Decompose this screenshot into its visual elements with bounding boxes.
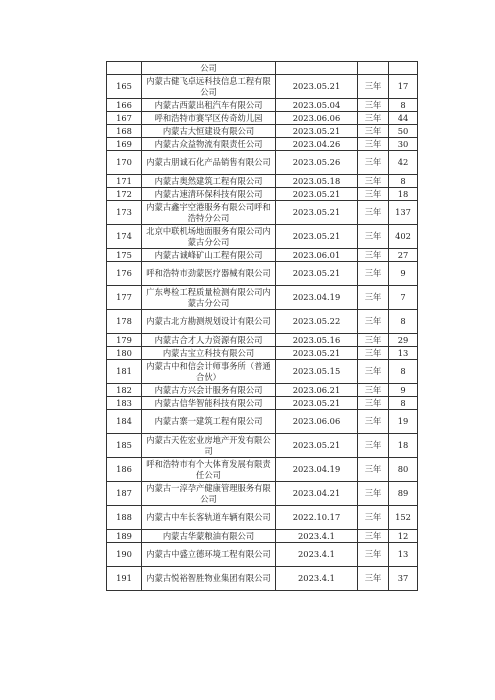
no-cell: 179: [107, 334, 142, 347]
count-cell: 7: [389, 286, 418, 310]
term-cell: 三年: [358, 175, 389, 188]
term-cell: 三年: [358, 99, 389, 112]
date-cell: [276, 62, 358, 75]
name-cell: 内蒙古华蒙粮油有限公司: [142, 530, 276, 543]
table-row: [107, 543, 418, 567]
date-cell: 2023.05.22: [276, 310, 358, 334]
name-cell: 呼和浩特市有个大体育发展有限责任公司: [142, 458, 276, 482]
date-cell: 2023.4.1: [276, 530, 358, 543]
table-row: [107, 506, 418, 530]
date-cell: 2023.04.19: [276, 458, 358, 482]
name-cell: 内蒙古奥然建筑工程有限公司: [142, 175, 276, 188]
term-cell: 三年: [358, 384, 389, 397]
date-cell: 2022.10.17: [276, 506, 358, 530]
table-row: [107, 530, 418, 543]
no-cell: 177: [107, 286, 142, 310]
term-cell: 三年: [358, 188, 389, 201]
term-cell: 三年: [358, 225, 389, 249]
term-cell: 三年: [358, 286, 389, 310]
date-cell: 2023.05.21: [276, 188, 358, 201]
term-cell: 三年: [358, 125, 389, 138]
table-row: [107, 397, 418, 410]
count-cell: 89: [389, 482, 418, 506]
name-cell: 内蒙古一淳孕产健康管理服务有限公司: [142, 482, 276, 506]
no-cell: 170: [107, 151, 142, 175]
date-cell: 2023.05.18: [276, 175, 358, 188]
no-cell: 190: [107, 543, 142, 567]
company-list-table: [106, 61, 418, 591]
no-cell: 183: [107, 397, 142, 410]
name-cell: 内蒙古朋诚石化产品销售有限公司: [142, 151, 276, 175]
date-cell: 2023.05.21: [276, 262, 358, 286]
company-list-body: [107, 62, 418, 591]
name-cell: 内蒙古北方勘测规划设计有限公司: [142, 310, 276, 334]
term-cell: 三年: [358, 434, 389, 458]
date-cell: 2023.05.21: [276, 125, 358, 138]
table-row: [107, 347, 418, 360]
name-cell: 内蒙古健飞卓远科技信息工程有限公司: [142, 75, 276, 99]
table-row: [107, 286, 418, 310]
name-cell: 内蒙古西蒙出租汽车有限公司: [142, 99, 276, 112]
count-cell: 8: [389, 175, 418, 188]
term-cell: 三年: [358, 151, 389, 175]
date-cell: 2023.4.1: [276, 543, 358, 567]
term-cell: 三年: [358, 482, 389, 506]
no-cell: 191: [107, 567, 142, 591]
date-cell: 2023.04.26: [276, 138, 358, 151]
name-cell: 内蒙古众益物流有限责任公司: [142, 138, 276, 151]
name-cell: 广东粤检工程质量检测有限公司内蒙古分公司: [142, 286, 276, 310]
name-cell: 内蒙古合才人力资源有限公司: [142, 334, 276, 347]
name-cell: 内蒙古诚峰矿山工程有限公司: [142, 249, 276, 262]
count-cell: 19: [389, 410, 418, 434]
name-cell: 内蒙古寨一建筑工程有限公司: [142, 410, 276, 434]
count-cell: 30: [389, 138, 418, 151]
count-cell: 29: [389, 334, 418, 347]
no-cell: 169: [107, 138, 142, 151]
no-cell: 167: [107, 112, 142, 125]
no-cell: 182: [107, 384, 142, 397]
term-cell: 三年: [358, 410, 389, 434]
term-cell: 三年: [358, 360, 389, 384]
count-cell: 8: [389, 397, 418, 410]
no-cell: 180: [107, 347, 142, 360]
no-cell: 187: [107, 482, 142, 506]
date-cell: 2023.06.21: [276, 384, 358, 397]
term-cell: 三年: [358, 397, 389, 410]
name-cell: 内蒙古信华智能科技有限公司: [142, 397, 276, 410]
date-cell: 2023.06.01: [276, 249, 358, 262]
term-cell: 三年: [358, 201, 389, 225]
no-cell: 188: [107, 506, 142, 530]
no-cell: 181: [107, 360, 142, 384]
term-cell: 三年: [358, 249, 389, 262]
count-cell: 402: [389, 225, 418, 249]
name-cell: 内蒙古鑫宇空港服务有限公司呼和浩特分公司: [142, 201, 276, 225]
table-row: [107, 175, 418, 188]
term-cell: 三年: [358, 543, 389, 567]
table-row: [107, 434, 418, 458]
count-cell: 17: [389, 75, 418, 99]
table-row: [107, 567, 418, 591]
date-cell: 2023.05.04: [276, 99, 358, 112]
table-row: [107, 225, 418, 249]
term-cell: 三年: [358, 530, 389, 543]
name-cell: 内蒙古速清环保科技有限公司: [142, 188, 276, 201]
term-cell: 三年: [358, 506, 389, 530]
count-cell: 13: [389, 347, 418, 360]
term-cell: 三年: [358, 458, 389, 482]
date-cell: 2023.06.06: [276, 410, 358, 434]
table-row: [107, 262, 418, 286]
no-cell: 166: [107, 99, 142, 112]
count-cell: 44: [389, 112, 418, 125]
date-cell: 2023.06.06: [276, 112, 358, 125]
date-cell: 2023.04.21: [276, 482, 358, 506]
no-cell: 184: [107, 410, 142, 434]
table-row: [107, 201, 418, 225]
term-cell: 三年: [358, 310, 389, 334]
term-cell: 三年: [358, 75, 389, 99]
name-cell: 内蒙古中盛立德环境工程有限公司: [142, 543, 276, 567]
no-cell: 171: [107, 175, 142, 188]
count-cell: 50: [389, 125, 418, 138]
no-cell: 174: [107, 225, 142, 249]
name-cell: 内蒙古中和信会计师事务所（普通合伙）: [142, 360, 276, 384]
no-cell: 185: [107, 434, 142, 458]
term-cell: 三年: [358, 567, 389, 591]
table-row: [107, 360, 418, 384]
date-cell: 2023.4.1: [276, 567, 358, 591]
table-row: [107, 249, 418, 262]
no-cell: 168: [107, 125, 142, 138]
term-cell: 三年: [358, 347, 389, 360]
count-cell: 37: [389, 567, 418, 591]
no-cell: 172: [107, 188, 142, 201]
name-cell: 呼和浩特市赛罕区传奇幼儿园: [142, 112, 276, 125]
name-cell: 公司: [142, 62, 276, 75]
table-row: [107, 138, 418, 151]
table-row: [107, 384, 418, 397]
no-cell: 186: [107, 458, 142, 482]
table-row: [107, 482, 418, 506]
count-cell: 18: [389, 188, 418, 201]
name-cell: 内蒙古大恒建设有限公司: [142, 125, 276, 138]
count-cell: 9: [389, 384, 418, 397]
name-cell: 北京中联机场地面服务有限公司内蒙古分公司: [142, 225, 276, 249]
count-cell: 8: [389, 360, 418, 384]
no-cell: 178: [107, 310, 142, 334]
count-cell: 152: [389, 506, 418, 530]
no-cell: 176: [107, 262, 142, 286]
no-cell: 165: [107, 75, 142, 99]
table-row: [107, 188, 418, 201]
term-cell: 三年: [358, 262, 389, 286]
date-cell: 2023.05.21: [276, 397, 358, 410]
no-cell: [107, 62, 142, 75]
count-cell: 80: [389, 458, 418, 482]
term-cell: [358, 62, 389, 75]
date-cell: 2023.05.21: [276, 434, 358, 458]
no-cell: 173: [107, 201, 142, 225]
table-row: [107, 75, 418, 99]
no-cell: 189: [107, 530, 142, 543]
continuation-row: [107, 62, 418, 75]
table-row: [107, 458, 418, 482]
name-cell: 呼和浩特市劲蒙医疗器械有限公司: [142, 262, 276, 286]
table-row: [107, 125, 418, 138]
date-cell: 2023.05.26: [276, 151, 358, 175]
table-row: [107, 310, 418, 334]
count-cell: 8: [389, 99, 418, 112]
table-row: [107, 334, 418, 347]
name-cell: 内蒙古天佐宏业房地产开发有限公司: [142, 434, 276, 458]
date-cell: 2023.05.16: [276, 334, 358, 347]
term-cell: 三年: [358, 138, 389, 151]
date-cell: 2023.05.21: [276, 225, 358, 249]
count-cell: 27: [389, 249, 418, 262]
date-cell: 2023.05.15: [276, 360, 358, 384]
name-cell: 内蒙古中车长客轨道车辆有限公司: [142, 506, 276, 530]
count-cell: [389, 62, 418, 75]
name-cell: 内蒙古悦裕智胜物业集团有限公司: [142, 567, 276, 591]
no-cell: 175: [107, 249, 142, 262]
name-cell: 内蒙古方兴会计服务有限公司: [142, 384, 276, 397]
count-cell: 9: [389, 262, 418, 286]
count-cell: 137: [389, 201, 418, 225]
count-cell: 8: [389, 310, 418, 334]
date-cell: 2023.05.21: [276, 201, 358, 225]
term-cell: 三年: [358, 334, 389, 347]
table-row: [107, 410, 418, 434]
term-cell: 三年: [358, 112, 389, 125]
count-cell: 18: [389, 434, 418, 458]
table-row: [107, 151, 418, 175]
count-cell: 12: [389, 530, 418, 543]
count-cell: 13: [389, 543, 418, 567]
count-cell: 42: [389, 151, 418, 175]
table-row: [107, 112, 418, 125]
name-cell: 内蒙古宝立科技有限公司: [142, 347, 276, 360]
date-cell: 2023.04.19: [276, 286, 358, 310]
date-cell: 2023.05.21: [276, 75, 358, 99]
table-row: [107, 99, 418, 112]
date-cell: 2023.05.21: [276, 347, 358, 360]
